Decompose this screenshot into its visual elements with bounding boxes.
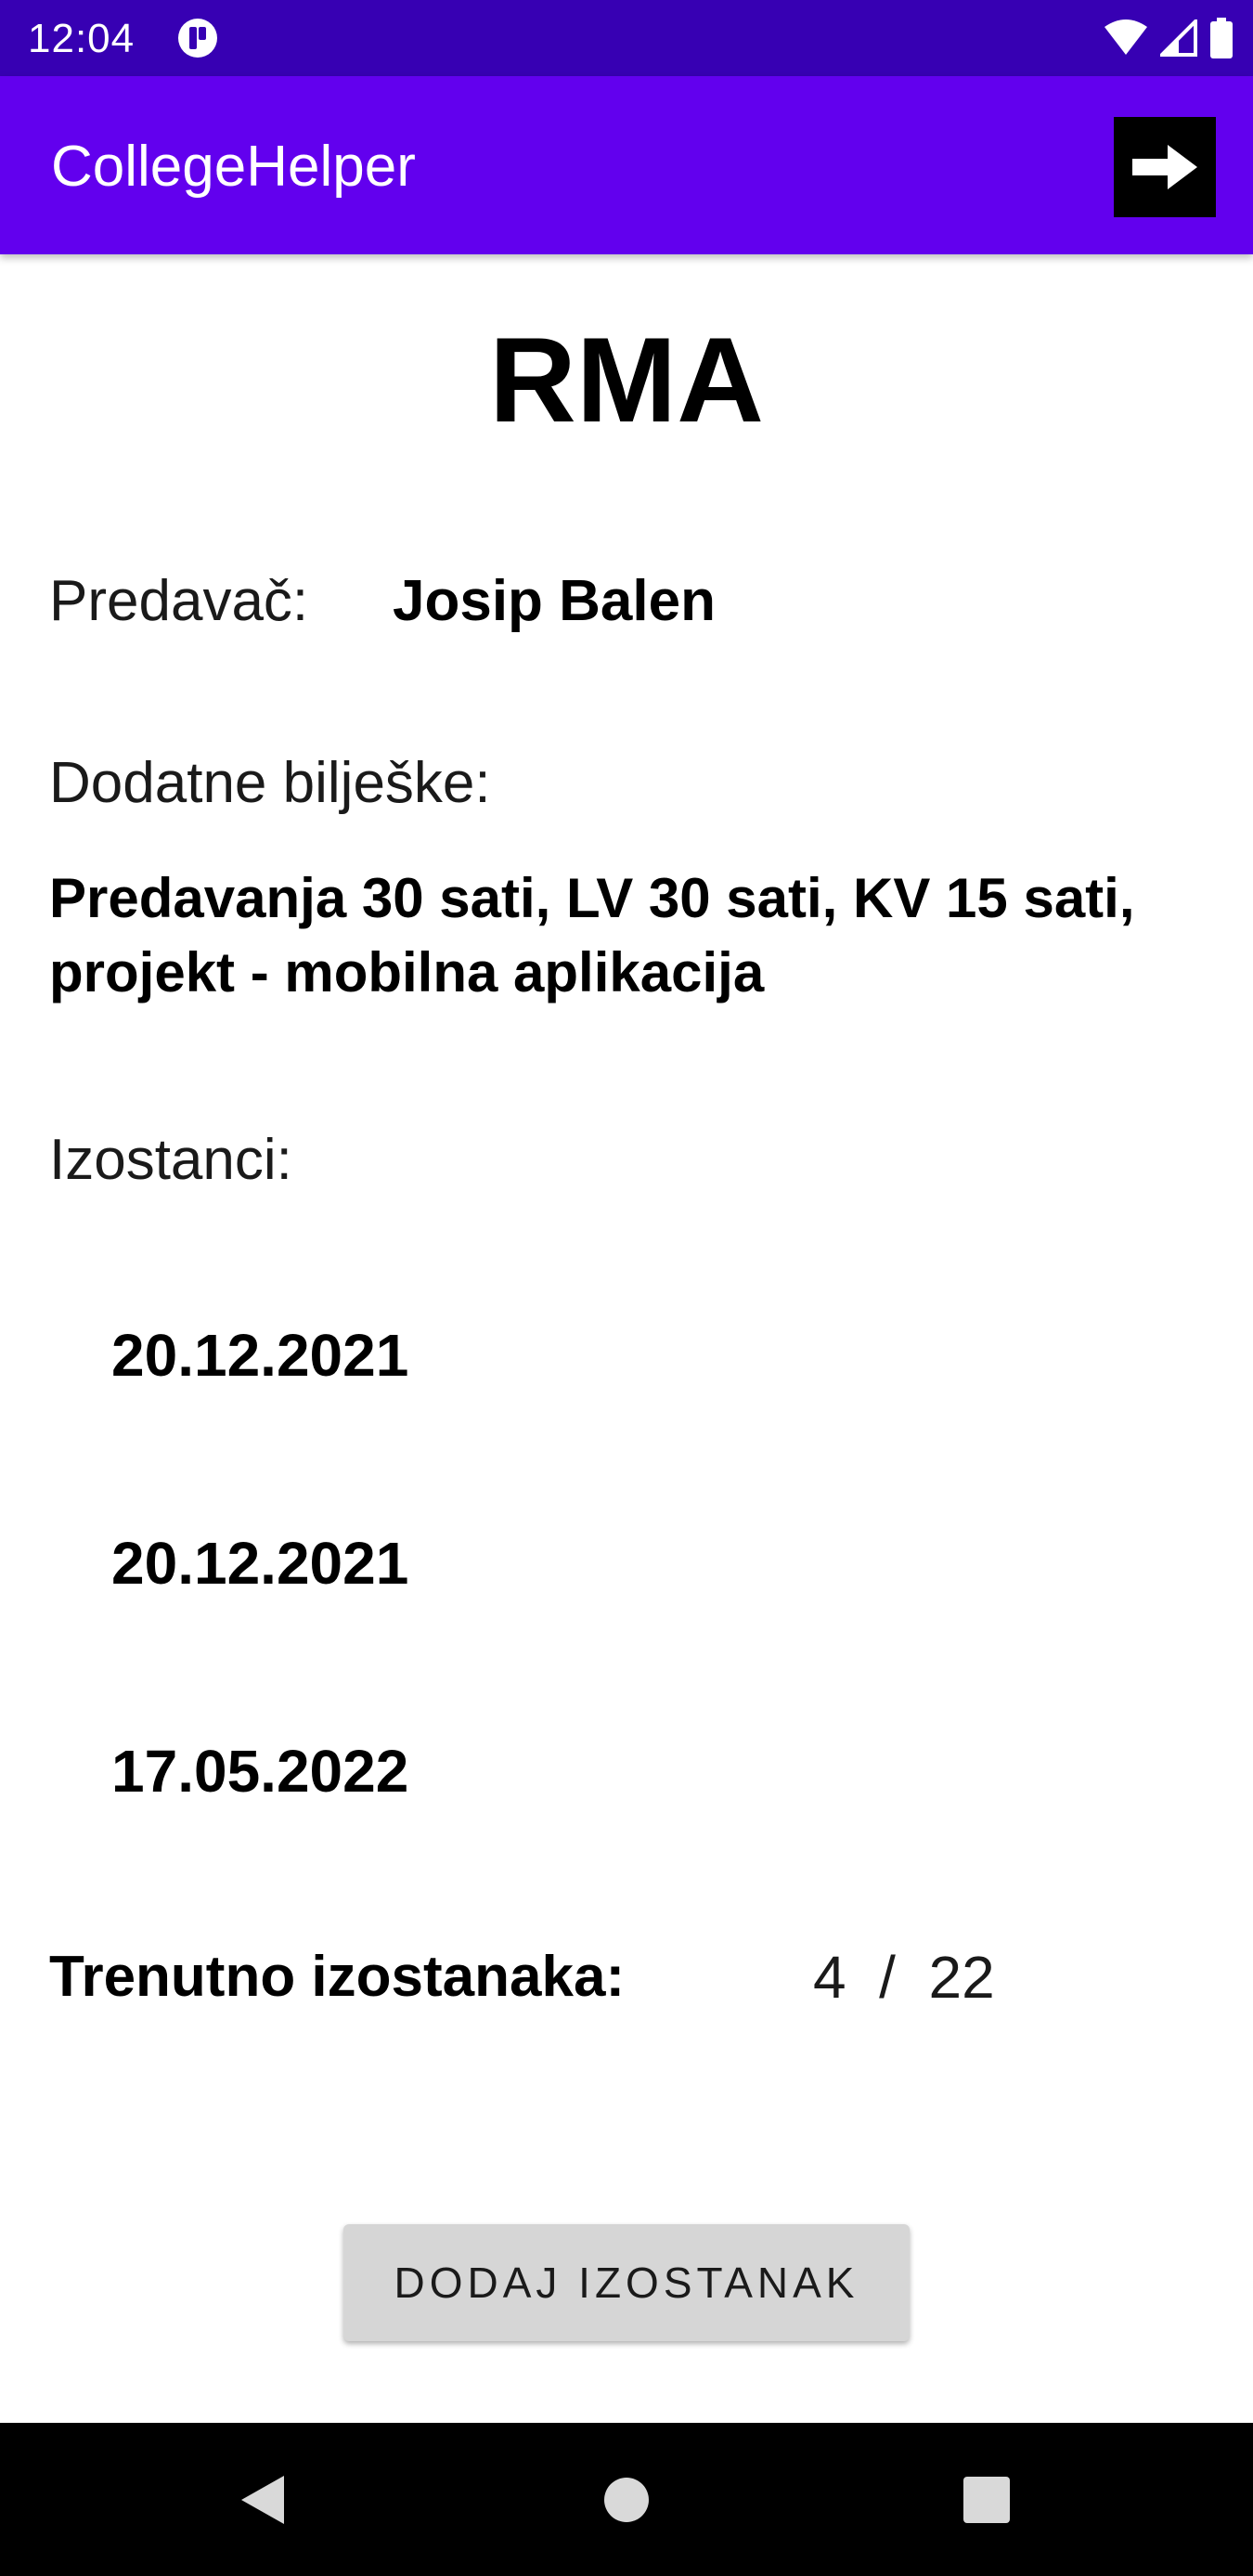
- counter-separator: /: [879, 1944, 896, 2011]
- lecturer-name: Josip Balen: [393, 569, 716, 633]
- current-absences-label: Trenutno izostanaka:: [49, 1945, 626, 2009]
- notes-label: Dodatne bilješke:: [49, 751, 491, 815]
- current-absences-count: 4: [813, 1944, 846, 2011]
- absences-label: Izostanci:: [49, 1128, 292, 1192]
- nav-home-button[interactable]: [585, 2458, 668, 2542]
- nav-back-button[interactable]: [220, 2458, 304, 2542]
- nav-recents-button[interactable]: [945, 2458, 1028, 2542]
- back-icon: [236, 2472, 288, 2528]
- home-icon: [602, 2476, 651, 2524]
- absence-date-item: 20.12.2021: [111, 1530, 409, 1597]
- lecturer-label: Predavač:: [49, 569, 309, 633]
- status-bar: [0, 0, 1253, 76]
- course-title: RMA: [488, 312, 765, 447]
- add-absence-button[interactable]: DODAJ IZOSTANAK: [343, 2224, 910, 2341]
- arrow-right-icon: [1130, 143, 1199, 191]
- course-details: [0, 254, 1253, 2423]
- status-time: 12:04: [28, 16, 136, 61]
- absence-date-item: 17.05.2022: [111, 1738, 409, 1805]
- signal-icon: [1160, 19, 1197, 57]
- app-bar: [0, 76, 1253, 254]
- notes-text: Predavanja 30 sati, LV 30 sati, KV 15 sati, projekt - mobilna aplikacija: [49, 867, 1135, 1003]
- system-nav-bar: [0, 2423, 1253, 2576]
- battery-icon: [1210, 18, 1233, 58]
- status-icons: [1104, 17, 1233, 59]
- wifi-icon: [1104, 19, 1147, 57]
- app-title: CollegeHelper: [51, 135, 416, 199]
- absence-date-item: 20.12.2021: [111, 1322, 409, 1389]
- app-notification-icon: [176, 17, 219, 59]
- max-absences: 22: [928, 1944, 995, 2011]
- next-button[interactable]: [1114, 117, 1216, 217]
- recents-icon: [963, 2477, 1010, 2523]
- absence-counter: [813, 1942, 995, 2013]
